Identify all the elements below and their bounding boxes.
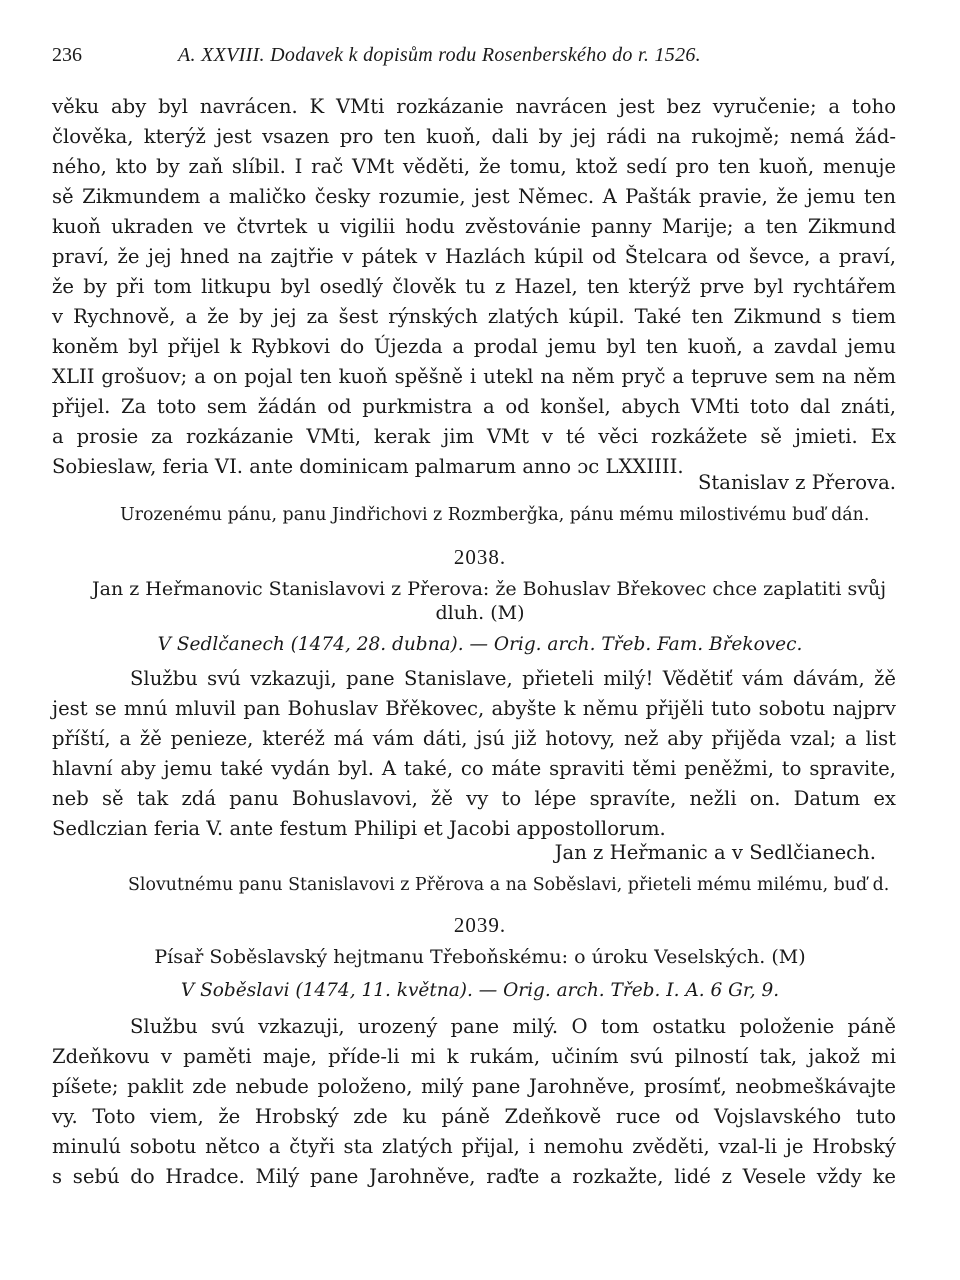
text-line: kuoň ukraden ve čtvrtek u vigilii hodu zvěstovánie panny Marije; a ten Zikmund <box>52 215 896 238</box>
text-line: koněm byl přijel k Rybkovi do Újezda a prodal jemu byl ten kuoň, a zavdal jemu <box>52 335 896 358</box>
signature: Stanislav z Přerova. <box>697 471 896 494</box>
letter-address: Urozenému pánu, panu Jindřichovi z Rozmberǧka, pánu mému milostivému buď dán. <box>120 505 870 525</box>
text-line: přijel. Za toto sem žádán od purkmistra a od konšel, abych VMti toto dal znáti, <box>52 395 896 418</box>
text-line: Službu svú vzkazuji, pane Stanislave, přieteli milý! Vědětiť vám dávám, žě <box>130 667 896 690</box>
signature: Jan z Heřmanic a v Sedlčianech. <box>554 841 876 864</box>
letter-source: V Soběslavi (1474, 11. května). — Orig. arch. Třeb. I. A. 6 Gr, 9. <box>180 980 780 1001</box>
text-line: člověka, kterýž jest vsazen pro ten kuoň, dali by jej rádi na rukojmě; nemá žád- <box>52 125 896 148</box>
letter-summary: Písař Soběslavský hejtmanu Třeboňskému: o úroku Veselských. (M) <box>154 946 806 968</box>
text-line: píšete; paklit zde nebude položeno, milý pane Jarohněve, prosímť, neobmeškávajte <box>52 1075 896 1098</box>
text-line: a prosie za rozkázanie VMti, kerak jim VMt v té věci rozkážete sě jmieti. Ex <box>52 425 896 448</box>
text-line: XLII grošuov; a on pojal ten kuoň spěšně i utekl na něm pryč a tepruve sem na něm <box>52 365 896 388</box>
letter-summary: Jan z Heřmanovic Stanislavovi z Přerova: že Bohuslav Břekovec chce zaplatiti svůj <box>92 578 887 600</box>
text-line: že by při tom litkupu byl osedlý člověk tu z Hazel, ten kterýž prve byl rychtářem <box>52 275 896 298</box>
text-line: vy. Toto viem, že Hrobský zde ku páně Zdeňkově ruce od Vojslavského tuto <box>52 1105 896 1128</box>
letter-source: V Sedlčanech (1474, 28. dubna). — Orig. arch. Třeb. Fam. Břekovec. <box>157 634 803 655</box>
text-line: ného, kto by zaň slíbil. I rač VMt věděti, že tomu, ktož sedí pro ten kuoň, menuje <box>52 155 896 178</box>
text-line: jest se mnú mluvil pan Bohuslav Břěkovec, abyšte k němu přijěli tuto sobotu najprv <box>52 697 896 720</box>
text-line: Sedlczian feria V. ante festum Philipi et Jacobi appostollorum. <box>52 817 666 840</box>
text-line: s sebú do Hradce. Milý pane Jarohněve, raďte a rozkažte, lidé z Vesele vždy ke <box>52 1165 896 1188</box>
letter-summary-cont: dluh. (M) <box>435 602 525 624</box>
letter-address: Slovutnému panu Stanislavovi z Přěrova a na Soběslavi, přieteli mému milému, buď d. <box>128 875 890 895</box>
letter-number: 2039. <box>453 913 507 937</box>
text-line: sě Zikmundem a maličko česky rozumie, jest Němec. A Pašták pravie, že jemu ten <box>52 185 896 208</box>
text-line: Zdeňkovu v paměti maje, příde-li mi k rukám, učiním svú pilností tak, jakož mi <box>52 1045 896 1068</box>
page-number: 236 <box>52 44 82 66</box>
text-line: věku aby byl navrácen. K VMti rozkázanie navrácen jest bez vyručenie; a toho <box>52 95 896 118</box>
running-title: A. XXVIII. Dodavek k dopisům rodu Rosenberského do r. 1526. <box>178 44 701 66</box>
text-line: minulú sobotu nětco a čtyři sta zlatých přijal, i nemohu zvěděti, vzal-li je Hrobský <box>52 1135 896 1158</box>
text-line: neb sě tak zdá panu Bohuslavovi, žě vy to lépe spravíte, nežli on. Datum ex <box>52 787 896 810</box>
text-line: v Rychnově, a že by jej za šest rýnských zlatých kúpil. Také ten Zikmund s tiem <box>52 305 896 328</box>
letter-number: 2038. <box>453 545 507 569</box>
text-line: Sobieslaw, feria VI. ante dominicam palmarum anno ɔc LXXIIII. <box>52 455 684 478</box>
text-line: příští, a žě penieze, kteréž má vám dáti, jsú již hotovy, než aby přijěda vzal; a list <box>52 727 896 750</box>
text-line: Službu svú vzkazuji, urozený pane milý. O tom ostatku položenie páně <box>130 1015 896 1038</box>
text-line: praví, že jej hned na zajtřie v pátek v Hazlách kúpil od Štelcara od ševce, a praví, <box>52 245 896 268</box>
running-header <box>52 44 912 74</box>
text-line: hlavní aby jemu také vydán byl. A také, co máte spraviti těmi peněžmi, to spravite, <box>52 757 896 780</box>
